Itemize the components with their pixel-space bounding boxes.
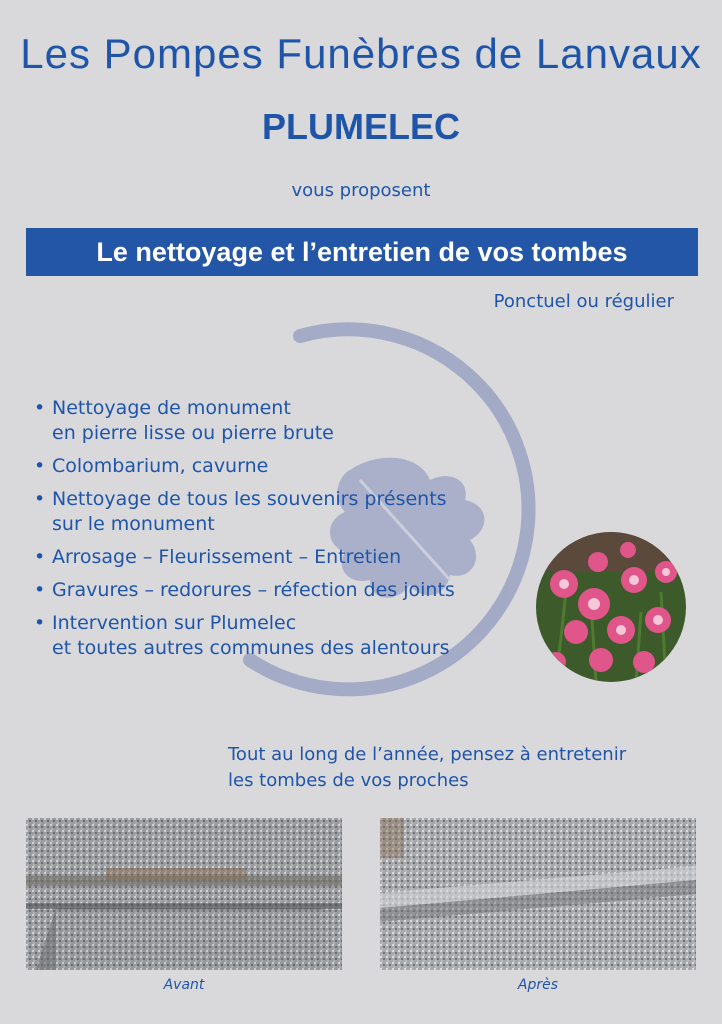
reminder-text xyxy=(228,742,698,794)
frequency-text: Ponctuel ou régulier xyxy=(493,291,674,312)
before-caption: Avant xyxy=(163,977,205,993)
list-item xyxy=(34,487,554,537)
flower-photo xyxy=(536,532,686,682)
company-name: Les Pompes Funèbres de Lanvaux xyxy=(20,30,702,77)
bullet-icon: • xyxy=(34,488,46,510)
services-list xyxy=(34,396,554,669)
list-item-text: Arrosage – Fleurissement – Entretien xyxy=(52,546,402,568)
reminder-line: Tout au long de l’année, pensez à entretenir xyxy=(228,744,627,765)
bullet-icon: • xyxy=(34,397,46,419)
reminder-line: les tombes de vos proches xyxy=(228,770,469,791)
list-item-text: Nettoyage de tous les souvenirs présents xyxy=(52,488,447,510)
city-name: PLUMELEC xyxy=(262,106,460,147)
list-item-text: Gravures – redorures – réfection des joints xyxy=(52,579,455,601)
list-item xyxy=(34,454,554,479)
list-item xyxy=(34,611,554,661)
service-banner: Le nettoyage et l’entretien de vos tombes xyxy=(26,228,698,276)
list-item-text: et toutes autres communes des alentours xyxy=(52,637,450,659)
list-item xyxy=(34,396,554,446)
list-item xyxy=(34,545,554,570)
bullet-icon: • xyxy=(34,612,46,634)
list-item-text: Colombarium, cavurne xyxy=(52,455,269,477)
list-item-text: Intervention sur Plumelec xyxy=(52,612,297,634)
after-caption: Après xyxy=(517,977,559,993)
list-item xyxy=(34,578,554,603)
subtitle: vous proposent xyxy=(291,180,431,201)
list-item-text: Nettoyage de monument xyxy=(52,397,291,419)
list-item-text: en pierre lisse ou pierre brute xyxy=(52,422,334,444)
bullet-icon: • xyxy=(34,455,46,477)
bullet-icon: • xyxy=(34,546,46,568)
list-item-text: sur le monument xyxy=(52,513,215,535)
after-photo xyxy=(380,818,696,970)
before-photo xyxy=(26,818,342,970)
bullet-icon: • xyxy=(34,579,46,601)
